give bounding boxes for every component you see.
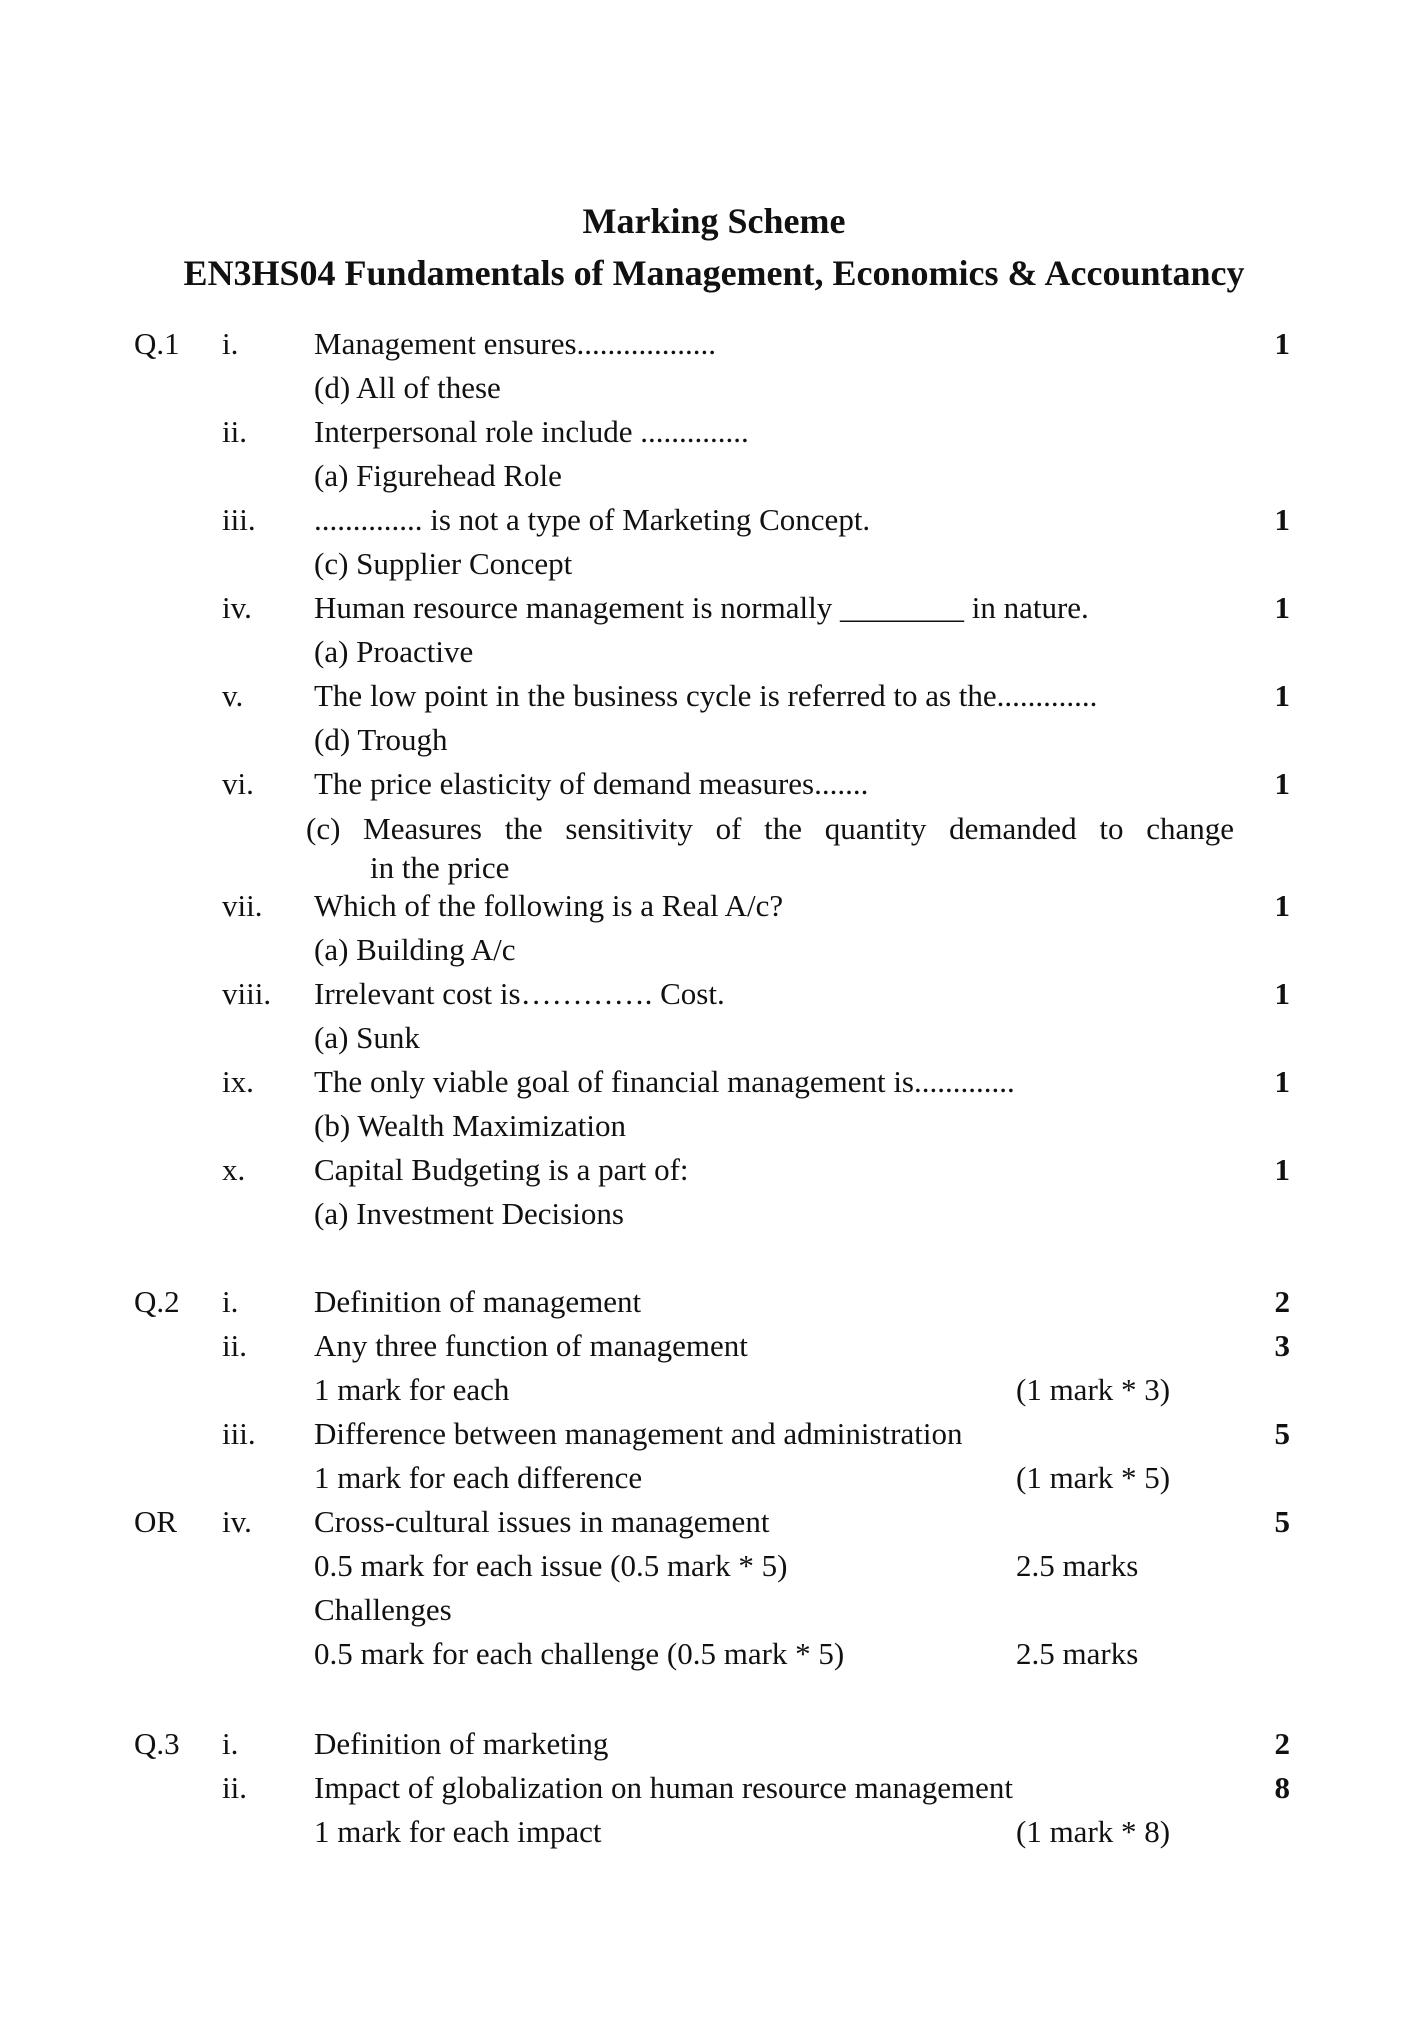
marks-value: 3 [1274,1328,1290,1363]
q2-item-iv [0,1502,1428,1542]
marks-formula: (1 mark * 3) [1016,1372,1171,1407]
answer-text: (c) Supplier Concept [314,546,573,581]
item-number: i. [222,1284,239,1319]
question-text: The low point in the business cycle is referred to as the............. [314,678,1098,713]
item-text: Definition of marketing [314,1726,609,1761]
marks-subtotal: 2.5 marks [1016,1636,1139,1671]
q3-item-i [0,1724,1428,1764]
marks-value: 5 [1274,1416,1290,1451]
q1-item-i [0,324,1428,364]
item-number: iii. [222,502,256,537]
answer-text: (a) Sunk [314,1020,420,1055]
marks-breakdown: 0.5 mark for each challenge (0.5 mark * 5) [314,1636,845,1671]
q2-item-i [0,1282,1428,1322]
item-number: iii. [222,1416,256,1451]
item-text: Any three function of management [314,1328,748,1363]
marks-value: 1 [1274,1064,1290,1099]
q1-item-viii [0,974,1428,1014]
q1-item-vi [0,764,1428,804]
marks-value: 1 [1274,1152,1290,1187]
marks-formula: (1 mark * 8) [1016,1814,1171,1849]
item-number: viii. [222,976,272,1011]
q1-answer-i [0,368,1428,408]
answer-text: (d) Trough [314,722,448,757]
q1-item-v [0,676,1428,716]
item-number: i. [222,326,239,361]
q2-item-iv-breakdown-3 [0,1634,1428,1674]
question-label: Q.1 [134,326,180,361]
answer-text: (c) Measures the sensitivity of the quantity demanded to change [306,811,1234,846]
q1-answer-x [0,1194,1428,1234]
item-number: iv. [222,590,252,625]
question-text: Capital Budgeting is a part of: [314,1152,689,1187]
question-text: .............. is not a type of Marketing Concept. [314,502,871,537]
q3-item-ii-breakdown [0,1812,1428,1852]
marks-value: 1 [1274,502,1290,537]
item-number: ii. [222,1770,247,1805]
question-text: The only viable goal of financial management is............. [314,1064,1015,1099]
answer-text: (d) All of these [314,370,501,405]
item-number: ii. [222,1328,247,1363]
answer-text: (a) Investment Decisions [314,1196,624,1231]
marks-breakdown: 1 mark for each difference [314,1460,643,1495]
marks-breakdown: 1 mark for each impact [314,1814,602,1849]
q2-item-iv-breakdown-2 [0,1590,1428,1630]
item-number: ix. [222,1064,254,1099]
marks-value: 1 [1274,888,1290,923]
breakdown-heading: Challenges [314,1592,452,1627]
question-text: Management ensures.................. [314,326,717,361]
q2-item-ii [0,1326,1428,1366]
answer-text-continued: in the price [370,850,510,885]
item-number: vii. [222,888,263,923]
q2-item-ii-breakdown [0,1370,1428,1410]
item-text: Definition of management [314,1284,642,1319]
question-text: Which of the following is a Real A/c? [314,888,784,923]
q1-answer-ix [0,1106,1428,1146]
item-number: iv. [222,1504,252,1539]
q1-answer-ii [0,456,1428,496]
question-text: Interpersonal role include .............. [314,414,749,449]
item-text: Difference between management and administration [314,1416,963,1451]
question-label: Q.2 [134,1284,180,1319]
q1-answer-v [0,720,1428,760]
q1-answer-vi-cont [0,848,1428,888]
question-text: Human resource management is normally ________ in nature. [314,590,1089,625]
answer-text: (a) Figurehead Role [314,458,562,493]
marks-subtotal: 2.5 marks [1016,1548,1139,1583]
answer-text: (a) Proactive [314,634,474,669]
item-number: ii. [222,414,247,449]
or-label: OR [134,1504,178,1539]
q2-item-iv-breakdown-1 [0,1546,1428,1586]
marks-value: 1 [1274,678,1290,713]
marks-value: 5 [1274,1504,1290,1539]
q2-item-iii [0,1414,1428,1454]
question-text: Irrelevant cost is…………. Cost. [314,976,725,1011]
item-number: x. [222,1152,246,1187]
item-text: Cross-cultural issues in management [314,1504,770,1539]
q1-item-iv [0,588,1428,628]
marks-breakdown: 1 mark for each [314,1372,510,1407]
marks-value: 1 [1274,766,1290,801]
item-number: v. [222,678,244,713]
marks-value: 2 [1274,1284,1290,1319]
marks-breakdown: 0.5 mark for each issue (0.5 mark * 5) [314,1548,788,1583]
q3-item-ii [0,1768,1428,1808]
q1-answer-vii [0,930,1428,970]
q1-item-x [0,1150,1428,1190]
document-title: Marking Scheme [582,201,846,241]
q1-answer-iii [0,544,1428,584]
q1-item-vii [0,886,1428,926]
marks-value: 1 [1274,326,1290,361]
question-label: Q.3 [134,1726,180,1761]
marks-value: 8 [1274,1770,1290,1805]
q1-answer-vi [0,809,1428,849]
q1-item-iii [0,500,1428,540]
answer-text: (b) Wealth Maximization [314,1108,627,1143]
marks-value: 1 [1274,590,1290,625]
q1-answer-viii [0,1018,1428,1058]
document-subtitle: EN3HS04 Fundamentals of Management, Economics & Accountancy [183,253,1245,293]
question-text: The price elasticity of demand measures....... [314,766,869,801]
q1-item-ix [0,1062,1428,1102]
q1-item-ii [0,412,1428,452]
item-number: i. [222,1726,239,1761]
item-number: vi. [222,766,254,801]
marks-value: 1 [1274,976,1290,1011]
marks-formula: (1 mark * 5) [1016,1460,1171,1495]
marks-value: 2 [1274,1726,1290,1761]
answer-text: (a) Building A/c [314,932,516,967]
item-text: Impact of globalization on human resource management [314,1770,1013,1805]
q2-item-iii-breakdown [0,1458,1428,1498]
q1-answer-iv [0,632,1428,672]
